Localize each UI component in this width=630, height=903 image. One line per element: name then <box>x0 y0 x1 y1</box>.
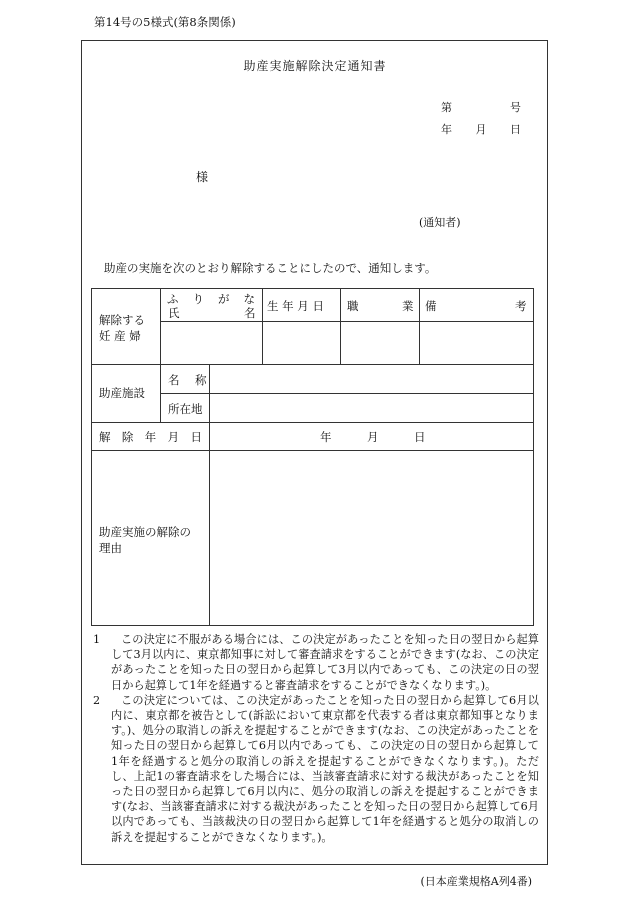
pregnant-woman-label-1: 解除する <box>99 313 145 327</box>
name-header-2: 名 <box>244 306 256 320</box>
document-date-line <box>441 121 521 137</box>
lead-text: 助産の実施を次のとおり解除することにしたので、通知します。 <box>104 261 437 275</box>
release-date-char: 年 <box>144 430 157 444</box>
facility-name-label-1: 名 <box>168 373 180 387</box>
name-header-1: 氏 <box>168 306 180 320</box>
occupation-header-2: 業 <box>402 299 414 313</box>
recipient-honorific: 様 <box>196 170 209 184</box>
note-number: 2 <box>93 693 101 707</box>
document-title: 助産実施解除決定通知書 <box>243 59 387 73</box>
release-date-char: 解 <box>99 430 111 444</box>
pregnant-woman-label-2: 妊 産 婦 <box>99 329 141 343</box>
facility-label: 助産施設 <box>99 386 145 400</box>
dob-header: 生 年 月 日 <box>267 299 324 313</box>
form-number: 第14号の5様式(第8条関係) <box>94 15 236 29</box>
date-day: 日 <box>510 123 521 136</box>
note-text: この決定については、この決定があったことを知った日の翌日から起算して6月以内に、東京都を被告として(訴訟において東京都を代表する者は東京都知事となります。)、処分の取消しの訴えを提起することができます(なお、この決定があったことを知った日の翌日から起算して6月以内であっても、この決定の日の翌日から起算して1年を経過すると処分の取消しの訴えを提起することができなくなります。)。ただし、上記1の審査請求をした場合には、当該審査請求に対する裁決があったことを知った日の翌日から起算して6月以内に、処分の取消しの訴えを提起することができます(なお、当該審査請求に対する裁決があったことを知った日の翌日から起算して6月以内であっても、当該裁決の日の翌日から起算して1年を経過すると処分の取消しの訴えを提起することができなくなります。)。 <box>111 693 539 844</box>
date-month: 月 <box>475 123 487 136</box>
note-item <box>91 632 539 693</box>
reason-label-1: 助産実施の解除の <box>99 525 191 539</box>
facility-address-label: 所在地 <box>168 402 203 416</box>
furigana-char: り <box>192 292 204 306</box>
furigana-char: ふ <box>167 292 179 306</box>
number-suffix: 号 <box>510 101 521 114</box>
document-number-line <box>441 99 521 115</box>
number-prefix: 第 <box>441 101 452 114</box>
furigana-char: な <box>243 292 255 306</box>
release-year: 年 <box>320 430 332 444</box>
remarks-header-2: 考 <box>515 299 527 313</box>
release-date-char: 日 <box>190 430 202 444</box>
occupation-header-1: 職 <box>347 299 359 313</box>
release-date-label <box>99 429 202 445</box>
paper-standard-label: (日本産業規格A列4番) <box>420 875 532 888</box>
release-month: 月 <box>367 430 379 444</box>
note-item <box>91 693 539 845</box>
notes-section <box>91 632 539 845</box>
notifier-label: (通知者) <box>419 216 461 229</box>
release-date-char: 除 <box>121 430 134 444</box>
facility-name-label-2: 称 <box>195 373 207 387</box>
furigana-char: が <box>218 292 230 306</box>
details-table <box>91 288 534 626</box>
note-text: この決定に不服がある場合には、この決定があったことを知った日の翌日から起算して3月以内に、東京都知事に対して審査請求をすることができます(なお、この決定があったことを知った日の翌日から起算して3月以内であっても、この決定の日の翌日から起算して1年を経過すると審査請求をすることができなくなります。)。 <box>111 633 539 692</box>
release-date-char: 月 <box>167 430 180 444</box>
date-year: 年 <box>441 123 452 136</box>
remarks-header-1: 備 <box>425 299 437 313</box>
reason-label-2: 理由 <box>99 541 122 555</box>
release-day: 日 <box>414 430 426 444</box>
furigana-header <box>167 291 255 307</box>
note-number: 1 <box>93 633 101 646</box>
